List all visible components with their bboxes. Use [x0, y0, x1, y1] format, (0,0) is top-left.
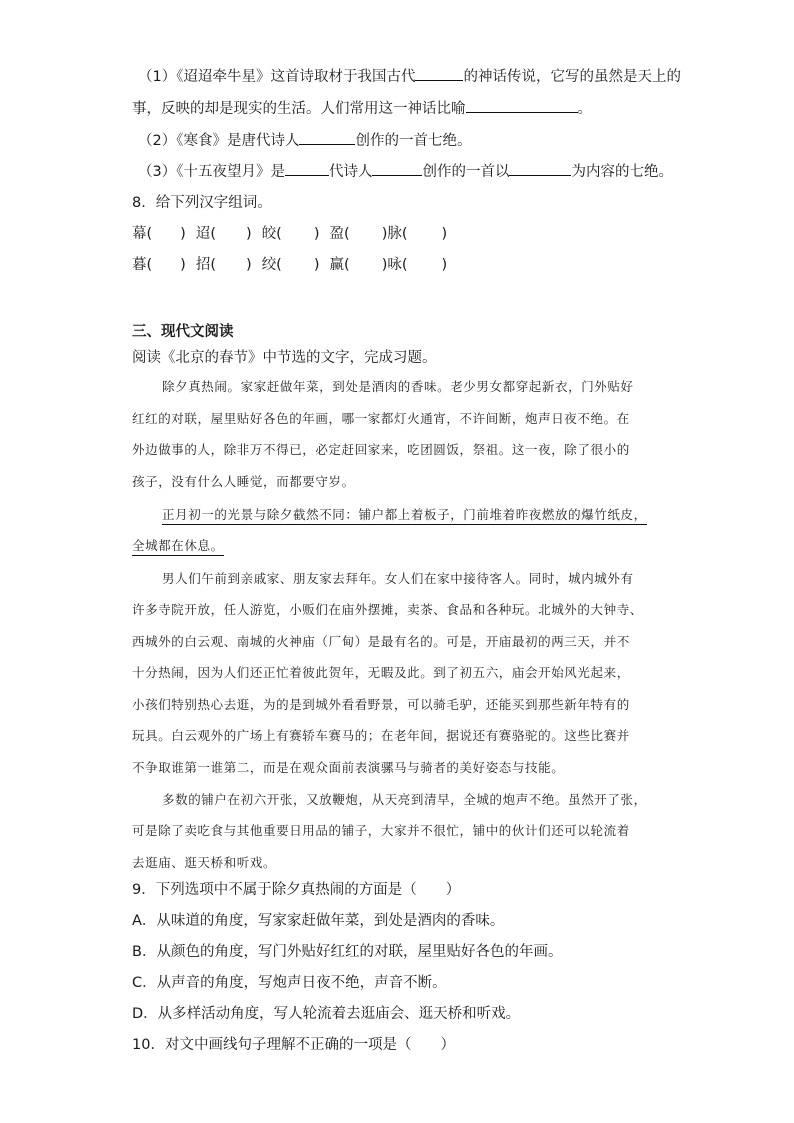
q9-option-b[interactable]: B．从颜色的角度，写门外贴好红红的对联，屋里贴好各色的年画。: [132, 944, 563, 960]
q8-row1: [132, 224, 447, 244]
q7-item2-text-a: （2）《寒食》是唐代诗人: [138, 133, 300, 149]
q8-word-close: ): [313, 257, 320, 273]
q8-word-close: ): [381, 226, 388, 242]
q8-word-open: 幕(: [132, 226, 153, 242]
q7-item2: [138, 130, 471, 151]
underlined-sentence: [132, 537, 224, 555]
q8-word-open: 皎(: [261, 226, 282, 242]
answer-blank[interactable]: [415, 66, 463, 81]
q7-item3-text-c: 创作的一首以: [422, 164, 510, 180]
answer-blank[interactable]: [509, 161, 571, 176]
q8-word-open: 招(: [195, 257, 217, 273]
passage-line: 红红的对联，屋里贴好各色的年画，哪一家都灯火通宵，不许间断，炮声日夜不绝。在: [132, 411, 630, 426]
q7-item1-text-a: （1）《迢迢牵牛星》这首诗取材于我国古代: [138, 69, 416, 85]
answer-blank[interactable]: [285, 161, 329, 176]
q7-item1-line1: [138, 66, 681, 87]
passage-line: 不争取谁第一谁第二，而是在观众面前表演骡马与骑者的美好姿态与技能。: [132, 760, 565, 775]
q9-option-c[interactable]: C．从声音的角度，写炮声日夜不绝，声音不断。: [132, 975, 447, 991]
passage-line: 许多寺院开放，任人游览，小贩们在庙外摆摊，卖茶、食品和各种玩。北城外的大钟寺、: [132, 602, 643, 617]
q7-item3: [138, 161, 673, 182]
passage-line: 小孩们特别热心去逛，为的是到城外看看野景，可以骑毛驴，还能买到那些新年特有的: [132, 697, 630, 712]
underlined-line: 全城都在休息。: [132, 538, 224, 556]
q8-word-close: ): [441, 257, 448, 273]
q7-item3-text-a: （3）《十五夜望月》是: [138, 164, 285, 180]
section-intro: 阅读《北京的春节》中节选的文字，完成习题。: [132, 350, 437, 366]
q9-stem: 9．下列选项中不属于除夕真热闹的方面是（ ）: [132, 882, 461, 898]
q8-word-open: 绞(: [261, 257, 282, 273]
q8-word-close: ): [180, 257, 186, 273]
q8-word-open: 盈(: [329, 226, 350, 242]
passage-line: 除夕真热闹。家家赶做年菜，到处是酒肉的香味。老少男女都穿起新衣，门外贴好: [162, 379, 634, 394]
q9-option-a[interactable]: A．从味道的角度，写家家赶做年菜，到处是酒肉的香味。: [132, 913, 505, 929]
q8-word-open: 脉(: [387, 226, 408, 242]
q7-item1-text-c: 事，反映的却是现实的生活。人们常用这一神话比喻: [132, 101, 466, 117]
passage-line: 男人们午前到亲戚家、朋友家去拜年。女人们在家中接待客人。同时，城内城外有: [162, 571, 634, 586]
passage-line: 孩子，没有什么人睡觉，而都要守岁。: [132, 474, 355, 489]
q8-word-close: ): [246, 257, 252, 273]
q9-option-d[interactable]: D．从多样活动角度，写人轮流着去逛庙会、逛天桥和听戏。: [132, 1006, 521, 1022]
passage-line: 玩具。白云观外的广场上有赛轿车赛马的；在老年间，据说还有赛骆驼的。这些比赛并: [132, 728, 630, 743]
answer-blank[interactable]: [299, 130, 355, 145]
q8-word-open: 咏(: [387, 257, 408, 273]
passage-line: 外边做事的人，除非万不得已，必定赶回家来，吃团圆饭，祭祖。这一夜，除了很小的: [132, 442, 630, 457]
underlined-sentence: [162, 506, 647, 524]
q8-word-open: 赢(: [329, 257, 350, 273]
q8-word-open: 迢(: [195, 226, 217, 242]
q8-word-close: ): [381, 257, 388, 273]
q8-word-close: ): [313, 226, 320, 242]
q8-word-close: ): [180, 226, 186, 242]
passage-line: 西城外的白云观、南城的火神庙（厂甸）是最有名的。可是，开庙最初的两三天，并不: [132, 634, 630, 649]
passage-line: 可是除了卖吃食与其他重要日用品的铺子，大家并不很忙，铺中的伙计们还可以轮流着: [132, 823, 630, 838]
q8-word-open: 暮(: [132, 257, 153, 273]
answer-blank[interactable]: [466, 98, 578, 113]
q7-item3-text-d: 为内容的七绝。: [571, 164, 673, 180]
q7-item3-text-b: 代诗人: [328, 164, 373, 180]
q10-stem: 10．对文中画线句子理解不正确的一项是（ ）: [132, 1037, 455, 1053]
underlined-line: 正月初一的光景与除夕截然不同：铺户都上着板子，门前堆着昨夜燃放的爆竹纸皮，: [162, 507, 647, 525]
q7-item1-line2: [132, 98, 592, 119]
section-title: 三、现代文阅读: [132, 324, 234, 340]
passage-line: 去逛庙、逛天桥和听戏。: [132, 855, 277, 870]
q8-word-close: ): [246, 226, 252, 242]
answer-blank[interactable]: [372, 161, 422, 176]
q8-word-close: ): [441, 226, 448, 242]
q8-prompt: 8．给下列汉字组词。: [132, 195, 272, 211]
q7-item1-text-b: 的神话传说，它写的虽然是天上的: [463, 69, 681, 85]
q7-item2-text-b: 创作的一首七绝。: [355, 133, 472, 149]
q8-row2: [132, 255, 447, 275]
q7-item1-text-d: 。: [577, 101, 592, 117]
passage-line: 多数的铺户在初六开张，又放鞭炮，从天亮到清早，全城的炮声不绝。虽然开了张，: [162, 792, 647, 807]
passage-line: 十分热闹，因为人们还正忙着彼此贺年，无暇及此。到了初五六，庙会开始风光起来，: [132, 665, 630, 680]
